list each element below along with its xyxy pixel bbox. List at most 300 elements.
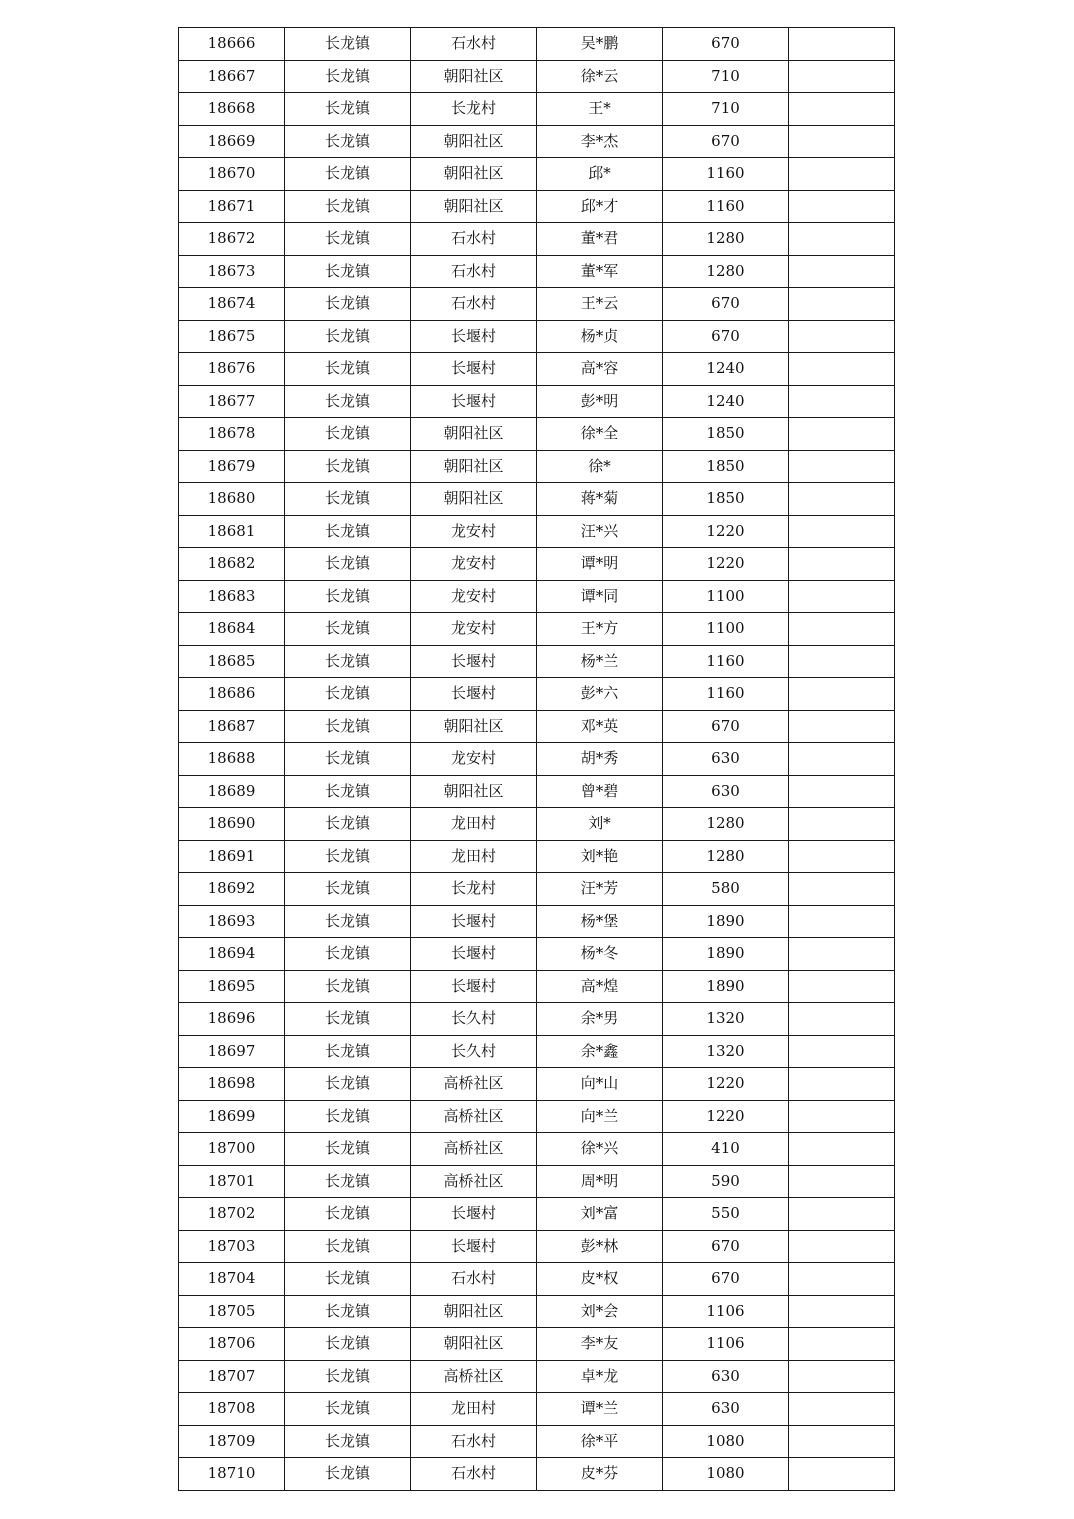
cell-note (789, 1068, 895, 1101)
cell-name: 王* (537, 93, 663, 126)
cell-town: 长龙镇 (285, 1035, 411, 1068)
cell-note (789, 580, 895, 613)
cell-village: 长堰村 (411, 678, 537, 711)
cell-village: 石水村 (411, 1263, 537, 1296)
cell-note (789, 1230, 895, 1263)
table-row (179, 1393, 895, 1426)
table-row (179, 613, 895, 646)
table-row (179, 418, 895, 451)
roster-table (178, 27, 895, 1491)
cell-town: 长龙镇 (285, 613, 411, 646)
cell-note (789, 28, 895, 61)
cell-amount: 1280 (663, 840, 789, 873)
cell-amount: 1220 (663, 1068, 789, 1101)
cell-village: 长堰村 (411, 645, 537, 678)
table-row (179, 1328, 895, 1361)
cell-amount: 1100 (663, 613, 789, 646)
cell-serial-number: 18684 (179, 613, 285, 646)
table-row (179, 645, 895, 678)
cell-serial-number: 18697 (179, 1035, 285, 1068)
cell-village: 长堰村 (411, 938, 537, 971)
cell-amount: 1240 (663, 353, 789, 386)
cell-amount: 1080 (663, 1458, 789, 1491)
cell-serial-number: 18701 (179, 1165, 285, 1198)
cell-name: 高*容 (537, 353, 663, 386)
cell-town: 长龙镇 (285, 28, 411, 61)
table-row (179, 970, 895, 1003)
cell-amount: 1100 (663, 580, 789, 613)
cell-town: 长龙镇 (285, 385, 411, 418)
cell-amount: 670 (663, 288, 789, 321)
cell-serial-number: 18681 (179, 515, 285, 548)
cell-note (789, 905, 895, 938)
cell-village: 龙安村 (411, 515, 537, 548)
cell-note (789, 288, 895, 321)
table-row (179, 1360, 895, 1393)
cell-town: 长龙镇 (285, 840, 411, 873)
cell-amount: 1850 (663, 483, 789, 516)
cell-amount: 1320 (663, 1035, 789, 1068)
cell-name: 皮*权 (537, 1263, 663, 1296)
cell-serial-number: 18692 (179, 873, 285, 906)
cell-town: 长龙镇 (285, 1133, 411, 1166)
cell-amount: 1240 (663, 385, 789, 418)
cell-amount: 1220 (663, 548, 789, 581)
cell-serial-number: 18673 (179, 255, 285, 288)
cell-name: 徐*平 (537, 1425, 663, 1458)
cell-name: 曾*碧 (537, 775, 663, 808)
cell-note (789, 1003, 895, 1036)
cell-serial-number: 18680 (179, 483, 285, 516)
table-row (179, 1035, 895, 1068)
cell-amount: 1280 (663, 808, 789, 841)
cell-serial-number: 18689 (179, 775, 285, 808)
cell-amount: 590 (663, 1165, 789, 1198)
cell-amount: 1160 (663, 678, 789, 711)
cell-name: 董*军 (537, 255, 663, 288)
cell-amount: 670 (663, 28, 789, 61)
table-row (179, 1230, 895, 1263)
cell-note (789, 125, 895, 158)
cell-amount: 580 (663, 873, 789, 906)
cell-amount: 1890 (663, 938, 789, 971)
cell-serial-number: 18709 (179, 1425, 285, 1458)
cell-note (789, 1295, 895, 1328)
cell-town: 长龙镇 (285, 483, 411, 516)
cell-village: 朝阳社区 (411, 190, 537, 223)
cell-name: 彭*明 (537, 385, 663, 418)
cell-village: 龙田村 (411, 840, 537, 873)
cell-name: 刘*会 (537, 1295, 663, 1328)
cell-serial-number: 18686 (179, 678, 285, 711)
table-row (179, 125, 895, 158)
cell-amount: 670 (663, 1230, 789, 1263)
cell-amount: 670 (663, 125, 789, 158)
cell-serial-number: 18708 (179, 1393, 285, 1426)
cell-serial-number: 18710 (179, 1458, 285, 1491)
cell-town: 长龙镇 (285, 1295, 411, 1328)
cell-village: 长久村 (411, 1035, 537, 1068)
cell-town: 长龙镇 (285, 580, 411, 613)
cell-town: 长龙镇 (285, 1328, 411, 1361)
cell-note (789, 1393, 895, 1426)
cell-village: 高桥社区 (411, 1100, 537, 1133)
cell-village: 朝阳社区 (411, 1295, 537, 1328)
cell-town: 长龙镇 (285, 223, 411, 256)
cell-name: 高*煌 (537, 970, 663, 1003)
table-row (179, 353, 895, 386)
cell-note (789, 483, 895, 516)
table-row (179, 1425, 895, 1458)
cell-serial-number: 18695 (179, 970, 285, 1003)
cell-amount: 1106 (663, 1295, 789, 1328)
table-row (179, 905, 895, 938)
cell-amount: 670 (663, 1263, 789, 1296)
table-row (179, 450, 895, 483)
cell-name: 皮*芬 (537, 1458, 663, 1491)
cell-note (789, 255, 895, 288)
cell-village: 朝阳社区 (411, 60, 537, 93)
cell-village: 龙安村 (411, 613, 537, 646)
cell-town: 长龙镇 (285, 905, 411, 938)
table-row (179, 580, 895, 613)
cell-amount: 1220 (663, 515, 789, 548)
cell-serial-number: 18676 (179, 353, 285, 386)
cell-serial-number: 18702 (179, 1198, 285, 1231)
cell-town: 长龙镇 (285, 288, 411, 321)
cell-name: 谭*兰 (537, 1393, 663, 1426)
table-row (179, 1068, 895, 1101)
cell-name: 周*明 (537, 1165, 663, 1198)
cell-village: 朝阳社区 (411, 1328, 537, 1361)
cell-note (789, 385, 895, 418)
cell-note (789, 1035, 895, 1068)
cell-town: 长龙镇 (285, 808, 411, 841)
cell-serial-number: 18683 (179, 580, 285, 613)
cell-village: 长堰村 (411, 970, 537, 1003)
cell-name: 刘*艳 (537, 840, 663, 873)
cell-village: 朝阳社区 (411, 710, 537, 743)
cell-serial-number: 18667 (179, 60, 285, 93)
cell-name: 谭*明 (537, 548, 663, 581)
cell-town: 长龙镇 (285, 970, 411, 1003)
cell-name: 邱*才 (537, 190, 663, 223)
cell-village: 龙田村 (411, 808, 537, 841)
cell-town: 长龙镇 (285, 190, 411, 223)
cell-amount: 1160 (663, 645, 789, 678)
table-row (179, 775, 895, 808)
cell-name: 谭*同 (537, 580, 663, 613)
table-row (179, 93, 895, 126)
cell-amount: 710 (663, 60, 789, 93)
cell-name: 董*君 (537, 223, 663, 256)
cell-town: 长龙镇 (285, 1003, 411, 1036)
cell-village: 长堰村 (411, 905, 537, 938)
table-row (179, 1295, 895, 1328)
cell-town: 长龙镇 (285, 60, 411, 93)
table-row (179, 288, 895, 321)
table-row (179, 385, 895, 418)
table-row (179, 255, 895, 288)
cell-note (789, 60, 895, 93)
cell-note (789, 515, 895, 548)
cell-village: 朝阳社区 (411, 483, 537, 516)
table-row (179, 1100, 895, 1133)
cell-village: 朝阳社区 (411, 450, 537, 483)
cell-note (789, 840, 895, 873)
cell-amount: 1080 (663, 1425, 789, 1458)
cell-name: 杨*堡 (537, 905, 663, 938)
cell-amount: 670 (663, 710, 789, 743)
cell-name: 邓*英 (537, 710, 663, 743)
cell-note (789, 1263, 895, 1296)
table-row (179, 60, 895, 93)
cell-serial-number: 18690 (179, 808, 285, 841)
cell-note (789, 645, 895, 678)
cell-village: 石水村 (411, 288, 537, 321)
cell-name: 杨*贞 (537, 320, 663, 353)
cell-village: 朝阳社区 (411, 418, 537, 451)
cell-note (789, 808, 895, 841)
cell-amount: 1850 (663, 450, 789, 483)
table-row (179, 223, 895, 256)
cell-town: 长龙镇 (285, 1165, 411, 1198)
cell-serial-number: 18679 (179, 450, 285, 483)
cell-name: 彭*林 (537, 1230, 663, 1263)
cell-amount: 1320 (663, 1003, 789, 1036)
table-row (179, 873, 895, 906)
cell-village: 长堰村 (411, 320, 537, 353)
cell-name: 杨*兰 (537, 645, 663, 678)
cell-name: 王*云 (537, 288, 663, 321)
cell-town: 长龙镇 (285, 1198, 411, 1231)
table-row (179, 678, 895, 711)
cell-serial-number: 18682 (179, 548, 285, 581)
cell-name: 邱* (537, 158, 663, 191)
cell-village: 长堰村 (411, 353, 537, 386)
cell-village: 长堰村 (411, 1198, 537, 1231)
cell-amount: 1850 (663, 418, 789, 451)
cell-note (789, 418, 895, 451)
table-row (179, 1133, 895, 1166)
cell-serial-number: 18706 (179, 1328, 285, 1361)
cell-serial-number: 18705 (179, 1295, 285, 1328)
table-row (179, 190, 895, 223)
cell-serial-number: 18666 (179, 28, 285, 61)
cell-name: 余*鑫 (537, 1035, 663, 1068)
cell-amount: 1890 (663, 970, 789, 1003)
cell-town: 长龙镇 (285, 1068, 411, 1101)
cell-village: 长久村 (411, 1003, 537, 1036)
cell-town: 长龙镇 (285, 353, 411, 386)
cell-serial-number: 18700 (179, 1133, 285, 1166)
table-row (179, 515, 895, 548)
cell-amount: 630 (663, 1393, 789, 1426)
table-row (179, 1165, 895, 1198)
cell-serial-number: 18693 (179, 905, 285, 938)
cell-serial-number: 18670 (179, 158, 285, 191)
cell-village: 石水村 (411, 1425, 537, 1458)
cell-village: 高桥社区 (411, 1360, 537, 1393)
cell-name: 杨*冬 (537, 938, 663, 971)
table-row (179, 710, 895, 743)
cell-note (789, 613, 895, 646)
cell-note (789, 1328, 895, 1361)
cell-note (789, 938, 895, 971)
cell-note (789, 1133, 895, 1166)
cell-note (789, 710, 895, 743)
cell-town: 长龙镇 (285, 873, 411, 906)
cell-note (789, 353, 895, 386)
cell-note (789, 873, 895, 906)
cell-village: 石水村 (411, 255, 537, 288)
cell-name: 向*兰 (537, 1100, 663, 1133)
cell-town: 长龙镇 (285, 515, 411, 548)
cell-amount: 1890 (663, 905, 789, 938)
cell-amount: 710 (663, 93, 789, 126)
cell-village: 朝阳社区 (411, 775, 537, 808)
cell-village: 龙安村 (411, 548, 537, 581)
cell-serial-number: 18704 (179, 1263, 285, 1296)
cell-town: 长龙镇 (285, 775, 411, 808)
cell-village: 长堰村 (411, 385, 537, 418)
cell-name: 李*杰 (537, 125, 663, 158)
cell-note (789, 93, 895, 126)
cell-village: 龙安村 (411, 580, 537, 613)
cell-serial-number: 18675 (179, 320, 285, 353)
cell-village: 高桥社区 (411, 1165, 537, 1198)
cell-village: 长堰村 (411, 1230, 537, 1263)
cell-serial-number: 18688 (179, 743, 285, 776)
cell-town: 长龙镇 (285, 710, 411, 743)
cell-name: 彭*六 (537, 678, 663, 711)
table-row (179, 938, 895, 971)
cell-village: 朝阳社区 (411, 158, 537, 191)
cell-amount: 630 (663, 1360, 789, 1393)
cell-town: 长龙镇 (285, 743, 411, 776)
cell-note (789, 743, 895, 776)
cell-name: 刘* (537, 808, 663, 841)
table-row (179, 158, 895, 191)
cell-note (789, 320, 895, 353)
cell-note (789, 1100, 895, 1133)
cell-amount: 670 (663, 320, 789, 353)
cell-village: 高桥社区 (411, 1068, 537, 1101)
cell-town: 长龙镇 (285, 93, 411, 126)
table-row (179, 483, 895, 516)
cell-town: 长龙镇 (285, 320, 411, 353)
cell-village: 龙安村 (411, 743, 537, 776)
table-row (179, 808, 895, 841)
cell-note (789, 775, 895, 808)
cell-serial-number: 18707 (179, 1360, 285, 1393)
cell-note (789, 1198, 895, 1231)
cell-name: 王*方 (537, 613, 663, 646)
cell-note (789, 1360, 895, 1393)
cell-village: 长龙村 (411, 93, 537, 126)
cell-note (789, 678, 895, 711)
cell-serial-number: 18698 (179, 1068, 285, 1101)
cell-serial-number: 18696 (179, 1003, 285, 1036)
cell-name: 胡*秀 (537, 743, 663, 776)
cell-town: 长龙镇 (285, 938, 411, 971)
table-row (179, 28, 895, 61)
table-row (179, 1198, 895, 1231)
cell-note (789, 450, 895, 483)
cell-serial-number: 18672 (179, 223, 285, 256)
cell-name: 蒋*菊 (537, 483, 663, 516)
cell-name: 向*山 (537, 1068, 663, 1101)
cell-serial-number: 18671 (179, 190, 285, 223)
table-row (179, 1003, 895, 1036)
cell-name: 汪*芳 (537, 873, 663, 906)
cell-name: 徐*兴 (537, 1133, 663, 1166)
cell-town: 长龙镇 (285, 1393, 411, 1426)
cell-amount: 630 (663, 743, 789, 776)
table-row (179, 743, 895, 776)
cell-amount: 630 (663, 775, 789, 808)
cell-village: 朝阳社区 (411, 125, 537, 158)
cell-serial-number: 18674 (179, 288, 285, 321)
cell-amount: 1280 (663, 255, 789, 288)
cell-village: 石水村 (411, 28, 537, 61)
cell-note (789, 970, 895, 1003)
cell-town: 长龙镇 (285, 1458, 411, 1491)
cell-town: 长龙镇 (285, 1360, 411, 1393)
cell-name: 刘*富 (537, 1198, 663, 1231)
cell-town: 长龙镇 (285, 255, 411, 288)
cell-name: 吴*鹏 (537, 28, 663, 61)
cell-note (789, 158, 895, 191)
table-row (179, 1458, 895, 1491)
cell-note (789, 1425, 895, 1458)
table-row (179, 840, 895, 873)
cell-town: 长龙镇 (285, 450, 411, 483)
cell-name: 徐*云 (537, 60, 663, 93)
cell-note (789, 223, 895, 256)
cell-village: 石水村 (411, 223, 537, 256)
cell-amount: 1220 (663, 1100, 789, 1133)
table-row (179, 320, 895, 353)
cell-town: 长龙镇 (285, 548, 411, 581)
cell-note (789, 548, 895, 581)
cell-serial-number: 18699 (179, 1100, 285, 1133)
cell-village: 石水村 (411, 1458, 537, 1491)
cell-village: 龙田村 (411, 1393, 537, 1426)
cell-amount: 410 (663, 1133, 789, 1166)
table-row (179, 1263, 895, 1296)
cell-village: 高桥社区 (411, 1133, 537, 1166)
cell-serial-number: 18685 (179, 645, 285, 678)
cell-town: 长龙镇 (285, 418, 411, 451)
cell-serial-number: 18694 (179, 938, 285, 971)
cell-note (789, 190, 895, 223)
cell-town: 长龙镇 (285, 125, 411, 158)
cell-serial-number: 18691 (179, 840, 285, 873)
cell-note (789, 1458, 895, 1491)
cell-town: 长龙镇 (285, 645, 411, 678)
cell-note (789, 1165, 895, 1198)
cell-amount: 1160 (663, 190, 789, 223)
cell-village: 长龙村 (411, 873, 537, 906)
cell-town: 长龙镇 (285, 678, 411, 711)
cell-name: 李*友 (537, 1328, 663, 1361)
cell-name: 卓*龙 (537, 1360, 663, 1393)
cell-town: 长龙镇 (285, 1425, 411, 1458)
cell-serial-number: 18678 (179, 418, 285, 451)
cell-name: 徐*全 (537, 418, 663, 451)
cell-serial-number: 18703 (179, 1230, 285, 1263)
